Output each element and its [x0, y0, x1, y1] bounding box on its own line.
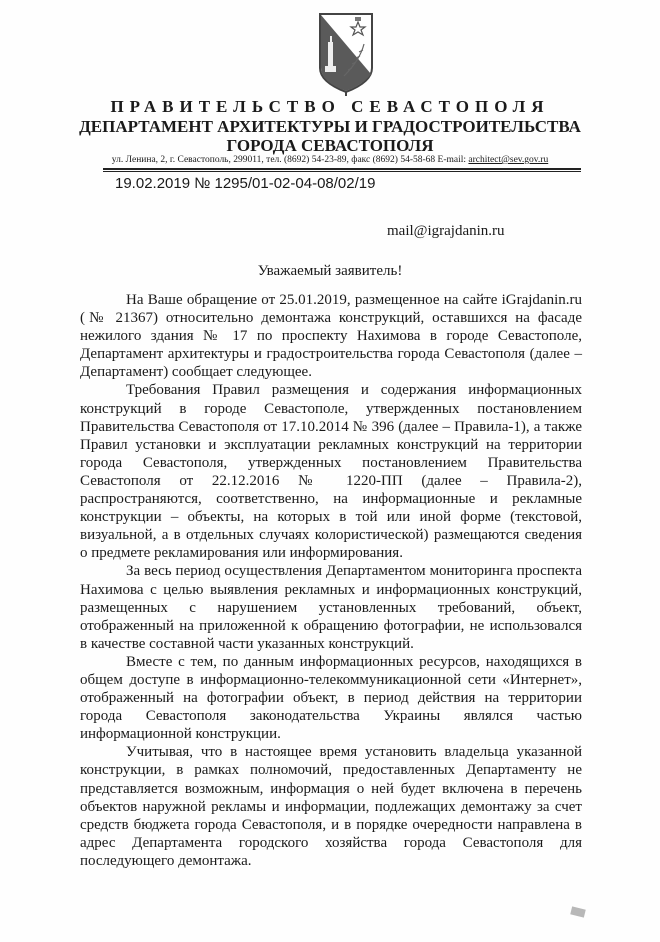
paragraph: За весь период осуществления Департаментом мониторинга проспекта Нахимова с целью выявления рекламных и информационных конструкций, размещенных с нарушением установленных требований, объект, отображенный на приложенной к обращению фотографии, не использовался в качестве составной части указанных конструкций. — [80, 563, 582, 652]
city-title: ГОРОДА СЕВАСТОПОЛЯ — [226, 136, 434, 155]
scan-artifact — [570, 906, 586, 917]
contact-details: ул. Ленина, 2, г. Севастополь, 299011, тел. (8692) 54-23-89, факс (8692) 54-58-68 E-mail: — [111, 155, 469, 165]
contact-line — [0, 154, 660, 166]
letterhead-divider — [103, 168, 581, 170]
department-title: ДЕПАРТАМЕНТ АРХИТЕКТУРЫ И ГРАДОСТРОИТЕЛЬСТВА — [79, 117, 581, 136]
sevastopol-coat-of-arms-icon — [314, 8, 378, 96]
greeting: Уважаемый заявитель! — [257, 263, 403, 279]
paragraph: На Ваше обращение от 25.01.2019, размещенное на сайте iGrajdanin.ru (№ 21367) относительно демонтажа конструкций, оставшихся на фасаде нежилого здания № 17 по проспекту Нахимова в городе Севастополе, Департамент архитектуры и градостроительства города Севастополя (далее – Департамент) сообщает следующее. — [80, 292, 582, 381]
paragraph: Вместе с тем, по данным информационных ресурсов, находящихся в общем доступе в информационно-телекоммуникационной сети «Интернет», отображенный на фотографии объект, в период действия на территории города Севастополя законодательства Украины являлся частью информационной конструкции. — [80, 653, 582, 743]
paragraph: Требования Правил размещения и содержания информационных конструкций в городе Севастополе, утвержденных постановлением Правительства Севастополя от 17.10.2014 № 396 (далее – Правила-1), а также Правил установки и эксплуатации рекламных конструкций на территории города Севастополя, утвержденных постановлением Правительства Севастополя от 22.12.2016 № 1220-ПП (далее – Правила-2), распространяются, соответственно, на информационные и рекламные конструкции – объекты, на которых в той или иной форме (текстовой, визуальной, а в отдельных случаях колористической) размещаются сведения о предмете рекламирования или информирования. — [80, 382, 582, 562]
paragraph: Учитывая, что в настоящее время установить владельца указанной конструкции, в рамках полномочий, предоставленных Департаменту не представляется возможным, информация о ней будет включена в перечень объектов наружной рекламы и информации, подлежащих демонтажу за счет средств бюджета города Севастополя, и в порядке очередности направлена в адрес Департамента городского хозяйства города Севастополя для последующего демонтажа. — [80, 744, 582, 869]
addressee-email: mail@igrajdanin.ru — [387, 223, 505, 239]
letterhead-divider-thin — [103, 171, 581, 172]
letter-body — [80, 291, 582, 870]
government-title: ПРАВИТЕЛЬСТВО СЕВАСТОПОЛЯ — [110, 97, 550, 116]
registration-number: 19.02.2019 № 1295/01-02-04-08/02/19 — [115, 175, 376, 192]
department-email-link[interactable]: architect@sev.gov.ru — [468, 155, 549, 165]
